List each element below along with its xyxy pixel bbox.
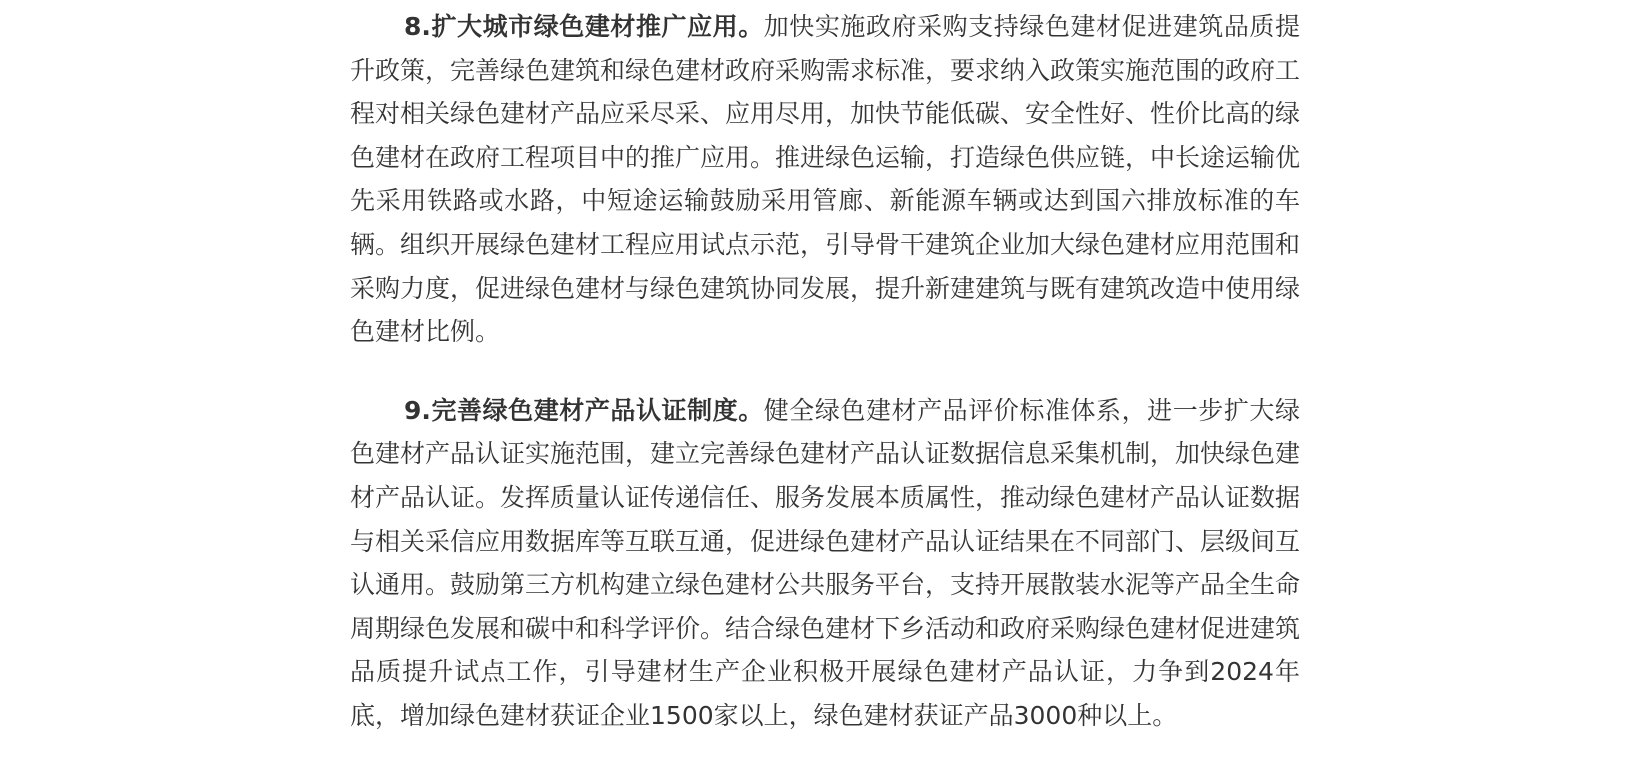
article-body — [350, 5, 1300, 738]
paragraph-8 — [350, 5, 1300, 354]
paragraph-heading: 8.扩大城市绿色建材推广应用。 — [404, 12, 764, 41]
paragraph-9 — [350, 389, 1300, 738]
paragraph-text: 加快实施政府采购支持绿色建材促进建筑品质提升政策，完善绿色建筑和绿色建材政府采购需求标准，要求纳入政策实施范围的政府工程对相关绿色建材产品应采尽采、应用尽用，加快节能低碳、安全性好、性价比高的绿色建材在政府工程项目中的推广应用。推进绿色运输，打造绿色供应链，中长途运输优先采用铁路或水路，中短途运输鼓励采用管廊、新能源车辆或达到国六排放标准的车辆。组织开展绿色建材工程应用试点示范，引导骨干建筑企业加大绿色建材应用范围和采购力度，促进绿色建材与绿色建筑协同发展，提升新建建筑与既有建筑改造中使用绿色建材比例。 — [350, 12, 1301, 347]
paragraph-text: 健全绿色建材产品评价标准体系，进一步扩大绿色建材产品认证实施范围，建立完善绿色建材产品认证数据信息采集机制，加快绿色建材产品认证。发挥质量认证传递信任、服务发展本质属性，推动绿色建材产品认证数据与相关采信应用数据库等互联互通，促进绿色建材产品认证结果在不同部门、层级间互认通用。鼓励第三方机构建立绿色建材公共服务平台，支持开展散装水泥等产品全生命周期绿色发展和碳中和科学评价。结合绿色建材下乡活动和政府采购绿色建材促进建筑品质提升试点工作，引导建材生产企业积极开展绿色建材产品认证，力争到2024年底，增加绿色建材获证企业1500家以上，绿色建材获证产品3000种以上。 — [350, 395, 1301, 730]
paragraph-heading: 9.完善绿色建材产品认证制度。 — [404, 395, 764, 425]
